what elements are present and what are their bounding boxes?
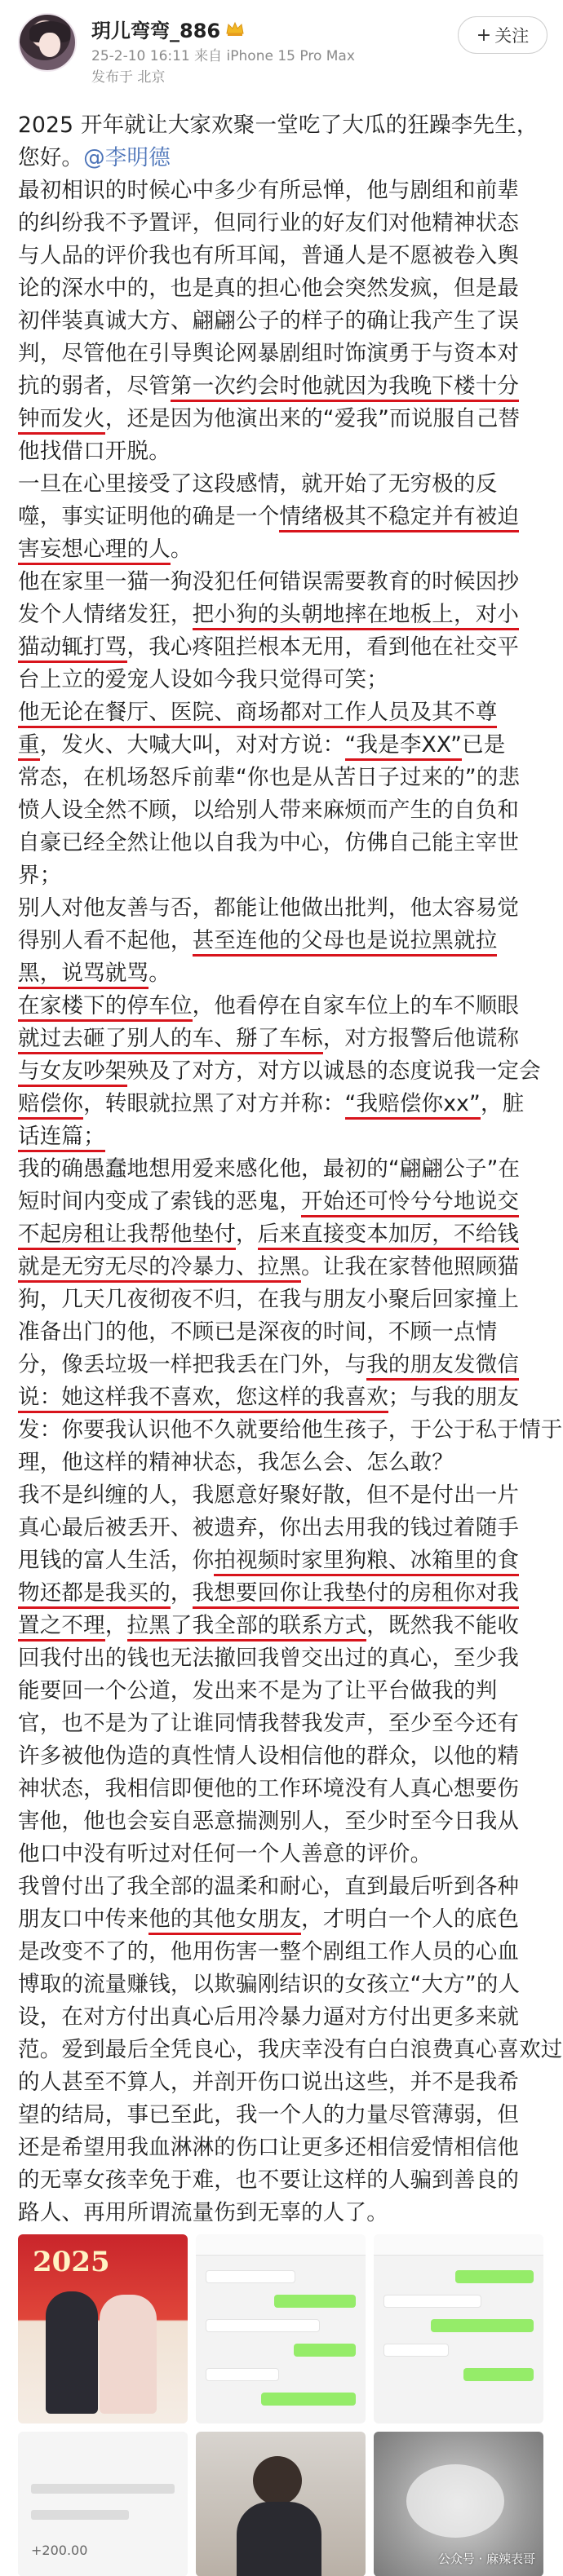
- text-line: [18, 1805, 547, 1838]
- text-line: [18, 599, 547, 631]
- post-paragraph: [18, 696, 547, 892]
- avatar-face: [39, 33, 60, 57]
- text-line: [18, 1186, 547, 1218]
- text-segment: ，: [236, 1222, 258, 1247]
- text-line: [18, 533, 547, 566]
- underlined-text: 拍视频时家里狗粮、冰箱里的食: [214, 1548, 519, 1576]
- text-segment: 发：你要我认识他不久就要给他生孩子，于公于私于情于: [18, 1417, 563, 1443]
- text-line: [18, 1577, 547, 1610]
- text-segment: 路人、再用所谓流量伤到无辜的人了。: [18, 2200, 388, 2225]
- text-line: [18, 1512, 547, 1544]
- underlined-text: 第一次约会时他就因为我晚下楼十分: [171, 373, 519, 402]
- text-segment: 分，像丢垃圾一样把我丢在门外，与: [18, 1352, 367, 1377]
- image-grid-row: [18, 2432, 545, 2576]
- underlined-text: 赔偿你: [18, 1091, 83, 1120]
- text-line: [18, 1544, 547, 1577]
- underlined-text: 黑，说骂就骂: [18, 961, 149, 989]
- watermark-text: 公众号 · 麻辣表哥: [437, 2552, 535, 2566]
- underlined-text: 钟而发火: [18, 406, 105, 435]
- text-line: [18, 207, 547, 240]
- chat-bubble: [383, 2295, 481, 2308]
- post-meta: 25-2-10 16:11 来自 iPhone 15 Pro Max: [91, 48, 355, 64]
- crown-badge-icon: [225, 20, 245, 37]
- text-segment: 是改变不了的，他用伤害一整个剧组工作人员的心血: [18, 1939, 520, 1964]
- text-segment: ，: [170, 1580, 193, 1606]
- post-location: 发布于 北京: [91, 69, 166, 86]
- text-line: [18, 1642, 547, 1675]
- text-segment: 官，也不是为了让谁同情我替我发声，至少至今还有: [18, 1711, 520, 1736]
- text-line: [18, 925, 547, 957]
- text-line: [18, 2001, 547, 2034]
- chat-bubble: [274, 2295, 356, 2308]
- text-line: [18, 1023, 547, 1055]
- text-segment: ，我心疼阻拦根本无用，看到他在社交平: [126, 634, 520, 660]
- underlined-text: 置之不理: [18, 1613, 105, 1641]
- username[interactable]: 玥儿弯弯_886: [91, 19, 221, 42]
- text-segment: 我曾付出了我全部的温柔和耐心，直到最后听到各种: [18, 1874, 520, 1899]
- text-line: [18, 696, 547, 729]
- text-line: [18, 435, 547, 468]
- text-line: [18, 892, 547, 925]
- text-line: [18, 1610, 547, 1642]
- text-line: [18, 1740, 547, 1773]
- text-segment: 发个人情绪发狂，: [18, 602, 193, 627]
- image-grid: [18, 2234, 545, 2576]
- follow-button[interactable]: [458, 16, 547, 54]
- text-line: [18, 2132, 547, 2164]
- text-segment: 常态，在机场怒斥前辈“你也是从苦日子过来的”的悲: [18, 765, 521, 790]
- text-segment: 准备出门的他，不顾已是深夜的时间，不顾一点情: [18, 1319, 498, 1345]
- text-segment: 最初相识的时候心中多少有所忌惮，他与剧组和前辈: [18, 178, 520, 203]
- avatar[interactable]: [18, 13, 77, 72]
- text-segment: 自豪已经全然让他以自我为中心，仿佛自己能主宰世: [18, 830, 520, 855]
- post-paragraph: [18, 566, 547, 696]
- text-segment: 朋友口中传来: [18, 1907, 149, 1932]
- post-paragraph: [18, 109, 547, 175]
- underlined-text: “我是李XX”: [345, 732, 463, 761]
- text-segment: 殃及了对方，对方以诚恳的态度说我一定会: [126, 1058, 541, 1084]
- thumbnail-figure: [253, 2456, 302, 2505]
- underlined-text: 话连篇；: [18, 1124, 105, 1152]
- username-row: [91, 15, 245, 42]
- text-line: [18, 794, 547, 827]
- chat-bubble: [294, 2344, 356, 2357]
- thumbnail-year-text: 2025: [33, 2246, 110, 2278]
- text-segment: 他口中没有听过对任何一个人善意的评价。: [18, 1841, 432, 1867]
- text-line: [18, 1936, 547, 1968]
- post-paragraph: [18, 468, 547, 566]
- text-segment: 设，在对方付出真心后用冷暴力逼对方付出更多来就: [18, 2004, 520, 2030]
- follow-label: 关注: [494, 26, 530, 46]
- text-line: [18, 827, 547, 859]
- underlined-text: 情绪极其不稳定并有被迫: [279, 504, 519, 532]
- text-line: [18, 305, 547, 338]
- underlined-text: 拉黑了我全部的联系方式: [127, 1613, 367, 1641]
- post-paragraph: [18, 990, 547, 1153]
- post-header: [0, 0, 563, 90]
- thumbnail-blur: [406, 2464, 504, 2538]
- text-line: [18, 272, 547, 305]
- post-paragraph: [18, 1153, 563, 1479]
- text-line: [18, 1968, 547, 2001]
- thumbnail-figure: [46, 2291, 98, 2414]
- text-segment: 与人品的评价我也有所耳闻，普通人是不愿被卷入舆: [18, 243, 520, 268]
- text-line: [18, 1871, 547, 1903]
- text-line: [18, 566, 547, 599]
- text-segment: 回我付出的钱也无法撤回我曾交出过的真心，至少我: [18, 1646, 520, 1671]
- post-paragraph: [18, 1479, 547, 1871]
- text-segment: 的人甚至不算人，并剖开伤口说出这些，并不是我希: [18, 2070, 520, 2095]
- text-segment: ，他看停在自家车位上的车不顺眼: [192, 993, 520, 1018]
- text-segment: 的纠纷我不予置评，但同行业的好友们对他精神状态: [18, 210, 520, 236]
- text-line: [18, 403, 547, 435]
- text-segment: 愤人设全然不顾，以给别人带来麻烦而产生的自负和: [18, 798, 520, 823]
- text-line: [18, 990, 547, 1023]
- underlined-text: 猫动辄打骂: [18, 634, 127, 663]
- photo-thumbnail[interactable]: [374, 2432, 543, 2576]
- text-segment: 论的深水中的，也是真的担心他会突然发疯，但是最: [18, 276, 520, 301]
- text-segment: 已是: [462, 732, 506, 758]
- text-segment: ，对方报警后他谎称: [322, 1026, 520, 1051]
- text-segment: 许多被他伪造的真性情人设相信他的群众，以他的精: [18, 1743, 520, 1769]
- placeholder-line: [31, 2510, 129, 2520]
- text-line: [18, 2164, 547, 2197]
- text-line: [18, 957, 547, 990]
- underlined-text: 就过去砸了别人的车、掰了车标: [18, 1026, 323, 1054]
- text-line: [18, 1088, 547, 1120]
- chat-bubble: [431, 2319, 534, 2332]
- text-segment: 噬，事实证明他的确是一个: [18, 504, 280, 529]
- text-line: [18, 1414, 563, 1447]
- text-segment: ；与我的朋友: [388, 1385, 520, 1410]
- text-segment: 我的确愚蠢地想用爱来感化他，最初的“翩翩公子”在: [18, 1156, 521, 1182]
- text-line: [18, 1675, 547, 1708]
- underlined-text: 我想要回你让我垫付的房租你对我: [193, 1580, 520, 1609]
- text-segment: 界；: [18, 863, 62, 888]
- text-segment: 得别人看不起他，: [18, 928, 193, 953]
- underlined-text: 开始还可怜兮兮地说交: [301, 1189, 519, 1217]
- text-line: [18, 1153, 547, 1186]
- underlined-text: 就是无穷无尽的冷暴力、拉黑: [18, 1254, 301, 1283]
- text-segment: 。: [170, 537, 193, 562]
- text-segment: ，转眼就拉黑了对方并称：: [83, 1091, 345, 1116]
- text-line: [18, 1349, 547, 1381]
- text-line: [18, 1055, 547, 1088]
- text-segment: 理，他这样的精神状态，我怎么会、怎么敢？: [18, 1450, 454, 1475]
- text-line: [18, 1316, 547, 1349]
- text-segment: 害他，他也会妄自恶意揣测别人，至少时至今日我从: [18, 1809, 520, 1834]
- text-segment: 神状态，我相信即便他的工作环境没有人真心想要伤: [18, 1776, 520, 1801]
- text-line: [18, 1218, 547, 1251]
- chat-bubble: [206, 2270, 295, 2283]
- underlined-text: 物还都是我买的: [18, 1580, 171, 1609]
- post-paragraph: [18, 1871, 563, 2229]
- text-segment: 博取的流量赚钱，以欺骗刚结识的女孩立“大方”的人: [18, 1972, 521, 1997]
- photo-thumbnail[interactable]: [196, 2432, 366, 2576]
- text-line: [18, 1773, 547, 1805]
- underlined-text: 我的朋友发微信: [366, 1352, 519, 1381]
- underlined-text: 在家楼下的停车位: [18, 993, 193, 1022]
- text-segment: 真心最后被丢开、被遗弃，你出去用我的钱过着随手: [18, 1515, 520, 1540]
- payment-screenshot-thumbnail[interactable]: [18, 2432, 188, 2576]
- text-line: [18, 1251, 547, 1284]
- text-line: [18, 1120, 547, 1153]
- chat-bubble: [455, 2270, 534, 2283]
- image-thumbnail[interactable]: [18, 2234, 188, 2424]
- text-line: [18, 1447, 547, 1479]
- payment-amount: +200.00: [31, 2543, 88, 2558]
- chat-bubble: [463, 2368, 534, 2381]
- user-mention-link[interactable]: @李明德: [83, 145, 171, 170]
- underlined-text: 不起房租让我帮他垫付: [18, 1222, 236, 1250]
- text-segment: 别人对他友善与否，都能让他做出批判，他太容易觉: [18, 895, 520, 921]
- text-segment: 他找借口开脱。: [18, 439, 171, 464]
- underlined-text: 甚至连他的父母也是说拉黑就拉: [193, 928, 498, 957]
- text-segment: ，还是因为他演出来的“爱我”而说服自己替: [104, 406, 521, 431]
- chat-bubble: [206, 2319, 320, 2332]
- image-grid-row: [18, 2234, 545, 2424]
- text-segment: ，: [104, 1613, 127, 1638]
- text-line: [18, 2066, 547, 2099]
- text-line: [18, 2099, 547, 2132]
- underlined-text: 说：她这样我不喜欢，您这样的我喜欢: [18, 1385, 388, 1413]
- text-line: [18, 729, 547, 762]
- text-segment: 判，尽管他在引导舆论网暴剧组时饰演勇于与资本对: [18, 341, 520, 366]
- text-line: [18, 2034, 563, 2066]
- underlined-text: “我赔偿你xx”: [345, 1091, 481, 1120]
- text-segment: 甩钱的富人生活，你: [18, 1548, 215, 1573]
- underlined-text: 他无论在餐厅、医院、商场都对工作人员及其不尊: [18, 700, 497, 728]
- text-segment: 抗的弱者，尽管: [18, 373, 171, 399]
- chat-screenshot-thumbnail[interactable]: [196, 2234, 366, 2424]
- text-segment: ，发火、大喊大叫，对对方说：: [39, 732, 345, 758]
- underlined-text: 把小狗的头朝地摔在地板上，对小: [193, 602, 520, 630]
- text-line: [18, 240, 547, 272]
- text-line: [18, 631, 547, 664]
- text-line: [18, 175, 547, 207]
- text-line: [18, 142, 547, 175]
- text-line: [18, 109, 547, 142]
- text-line: [18, 1479, 547, 1512]
- text-line: [18, 762, 547, 794]
- text-segment: 望的结局，事已至此，我一个人的力量尽管薄弱，但: [18, 2102, 520, 2128]
- post-paragraph: [18, 175, 547, 468]
- post-paragraph: [18, 892, 547, 990]
- text-segment: 台上立的爱宠人设如今我只觉得可笑；: [18, 667, 388, 692]
- text-segment: 他在家里一猫一狗没犯任何错误需要教育的时候因抄: [18, 569, 520, 594]
- text-segment: 一旦在心里接受了这段感情，就开始了无穷极的反: [18, 471, 498, 497]
- text-line: [18, 1284, 547, 1316]
- text-line: [18, 1708, 547, 1740]
- underlined-text: 害妄想心理的人: [18, 537, 171, 565]
- text-segment: 能要回一个公道，发出来不是为了让平台做我的判: [18, 1678, 498, 1703]
- text-segment: 。让我在家替他照顾猫: [301, 1254, 520, 1279]
- text-line: [18, 338, 547, 370]
- text-line: [18, 370, 547, 403]
- underlined-text: 后来直接变本加厉，不给钱: [258, 1222, 519, 1250]
- text-line: [18, 1381, 547, 1414]
- text-segment: 我不是纠缠的人，我愿意好聚好散，但不是付出一片: [18, 1482, 520, 1508]
- text-segment: 的无辜女孩幸免于难，也不要让这样的人骗到善良的: [18, 2167, 520, 2193]
- chat-bubble: [206, 2368, 279, 2381]
- text-segment: 范。爱到最后全凭良心，我庆幸没有白白浪费真心喜欢过: [18, 2037, 563, 2062]
- plus-icon: +: [476, 24, 492, 46]
- text-segment: 短时间内变成了索钱的恶鬼，: [18, 1189, 302, 1214]
- text-segment: 2025 开年就让大家欢聚一堂吃了大瓜的狂躁李先生，: [18, 113, 539, 138]
- text-segment: ，既然我不能收: [366, 1613, 520, 1638]
- chat-bubble: [383, 2344, 449, 2357]
- text-segment: 还是希望用我血淋淋的伤口让更多还相信爱情相信他: [18, 2135, 520, 2160]
- text-line: [18, 859, 547, 892]
- chat-header-bar: [374, 2234, 543, 2256]
- text-segment: 初伴装真诚大方、翩翩公子的样子的确让我产生了误: [18, 308, 520, 334]
- text-segment: 。: [149, 961, 171, 986]
- text-segment: ，才明白一个人的底色: [301, 1907, 520, 1932]
- text-segment: 狗，几天几夜彻夜不归，在我与朋友小聚后回家撞上: [18, 1287, 520, 1312]
- text-line: [18, 468, 547, 501]
- underlined-text: 他的其他女朋友: [149, 1907, 301, 1935]
- text-line: [18, 1838, 547, 1871]
- post-body: [18, 109, 563, 2229]
- chat-bubble: [261, 2393, 356, 2406]
- text-line: [18, 1903, 547, 1936]
- thumbnail-figure: [237, 2502, 321, 2576]
- text-segment: 您好。: [18, 145, 84, 170]
- underlined-text: 重: [18, 732, 40, 761]
- text-line: [18, 501, 547, 533]
- chat-header-bar: [196, 2234, 366, 2256]
- chat-screenshot-thumbnail[interactable]: [374, 2234, 543, 2424]
- underlined-text: 与女友吵架: [18, 1058, 127, 1087]
- thumbnail-figure: [100, 2295, 157, 2414]
- placeholder-line: [31, 2484, 175, 2494]
- text-segment: ，脏: [480, 1091, 525, 1116]
- text-line: [18, 664, 547, 696]
- text-line: [18, 2197, 547, 2229]
